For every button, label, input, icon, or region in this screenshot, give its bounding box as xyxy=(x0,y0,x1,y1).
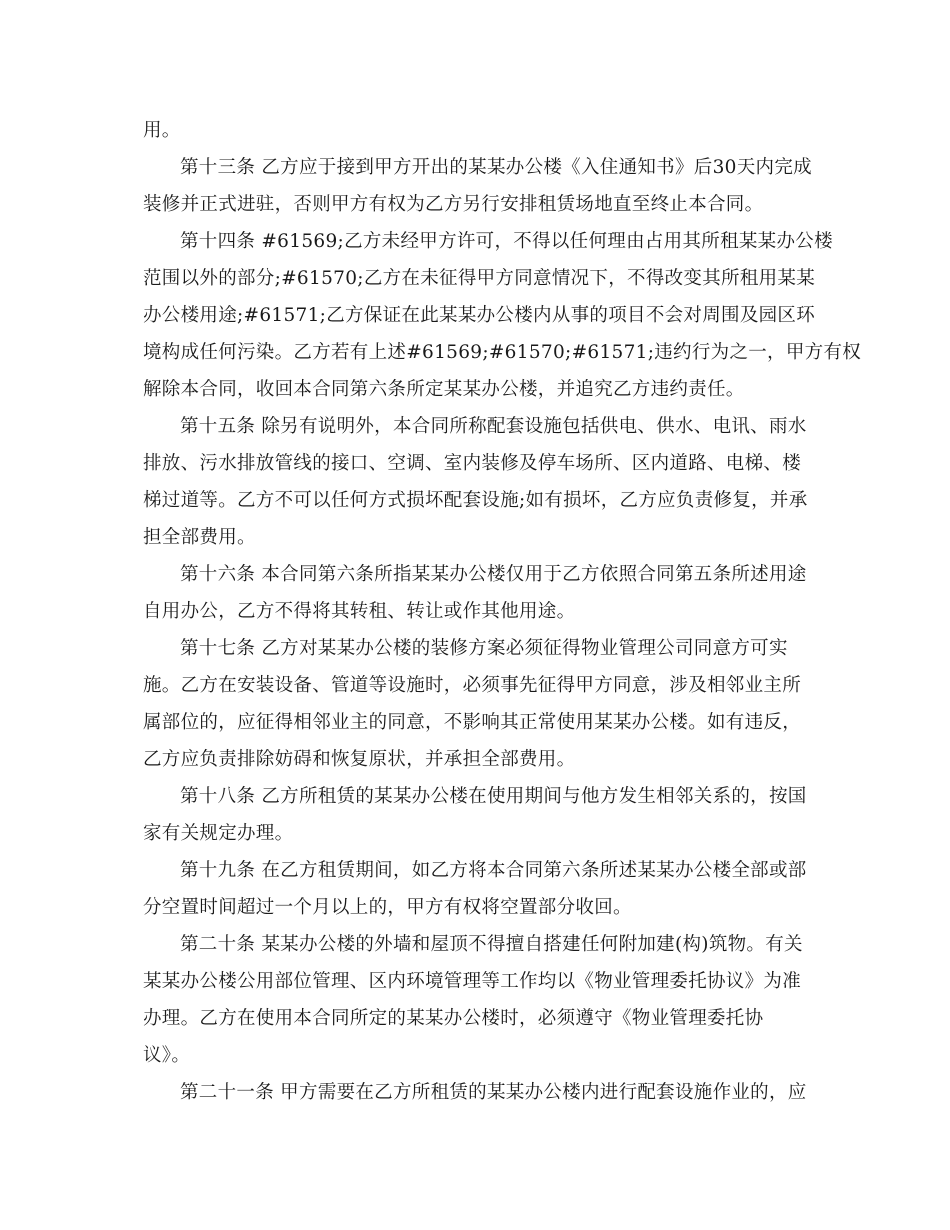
text-line: 第十六条 本合同第六条所指某某办公楼仅用于乙方依照合同第五条所述用途 xyxy=(180,564,807,585)
text-line: 第十五条 除另有说明外，本合同所称配套设施包括供电、供水、电讯、雨水 xyxy=(180,416,807,437)
text-line: 第二十条 某某办公楼的外墙和屋顶不得擅自搭建任何附加建(构)筑物。有关 xyxy=(180,934,803,955)
text-line: 自用办公，乙方不得将其转租、转让或作其他用途。 xyxy=(143,601,576,622)
text-line: 第十四条 #61569;乙方未经甲方许可，不得以任何理由占用其所租某某办公楼 xyxy=(180,231,833,252)
text-line: 某某办公楼公用部位管理、区内环境管理等工作均以《物业管理委托协议》为准 xyxy=(143,971,802,992)
text-line: 第二十一条 甲方需要在乙方所租赁的某某办公楼内进行配套设施作业的，应 xyxy=(180,1082,807,1103)
text-line: 范围以外的部分;#61570;乙方在未征得甲方同意情况下，不得改变其所租用某某 xyxy=(143,268,816,289)
text-line: 用。 xyxy=(143,120,181,141)
text-line: 境构成任何污染。乙方若有上述#61569;#61570;#61571;违约行为之一，甲方有权 xyxy=(143,342,862,363)
text-line: 施。乙方在安装设备、管道等设施时，必须事先征得甲方同意，涉及相邻业主所 xyxy=(143,675,802,696)
text-line: 装修并正式进驻，否则甲方有权为乙方另行安排租赁场地直至终止本合同。 xyxy=(143,194,764,215)
text-line: 第十九条 在乙方租赁期间，如乙方将本合同第六条所述某某办公楼全部或部 xyxy=(180,860,807,881)
text-line: 属部位的，应征得相邻业主的同意，不影响其正常使用某某办公楼。如有违反， xyxy=(143,712,802,733)
text-line: 担全部费用。 xyxy=(143,527,256,548)
text-line: 第十三条 乙方应于接到甲方开出的某某办公楼《入住通知书》后30天内完成 xyxy=(180,157,812,178)
text-line: 办公楼用途;#61571;乙方保证在此某某办公楼内从事的项目不会对周围及园区环 xyxy=(143,305,816,326)
text-line: 家有关规定办理。 xyxy=(143,823,294,844)
text-line: 办理。乙方在使用本合同所定的某某办公楼时，必须遵守《物业管理委托协 xyxy=(143,1008,764,1029)
document-body xyxy=(143,112,862,1111)
text-line: 第十八条 乙方所租赁的某某办公楼在使用期间与他方发生相邻关系的，按国 xyxy=(180,786,807,807)
text-line: 议》。 xyxy=(143,1045,191,1066)
text-line: 乙方应负责排除妨碍和恢复原状，并承担全部费用。 xyxy=(143,749,576,770)
text-line: 解除本合同，收回本合同第六条所定某某办公楼，并追究乙方违约责任。 xyxy=(143,379,745,400)
text-line: 第十七条 乙方对某某办公楼的装修方案必须征得物业管理公司同意方可实 xyxy=(180,638,788,659)
text-line: 分空置时间超过一个月以上的，甲方有权将空置部分收回。 xyxy=(143,897,632,918)
text-line: 梯过道等。乙方不可以任何方式损坏配套设施;如有损坏，乙方应负责修复，并承 xyxy=(143,490,808,511)
text-line: 排放、污水排放管线的接口、空调、室内装修及停车场所、区内道路、电梯、楼 xyxy=(143,453,802,474)
